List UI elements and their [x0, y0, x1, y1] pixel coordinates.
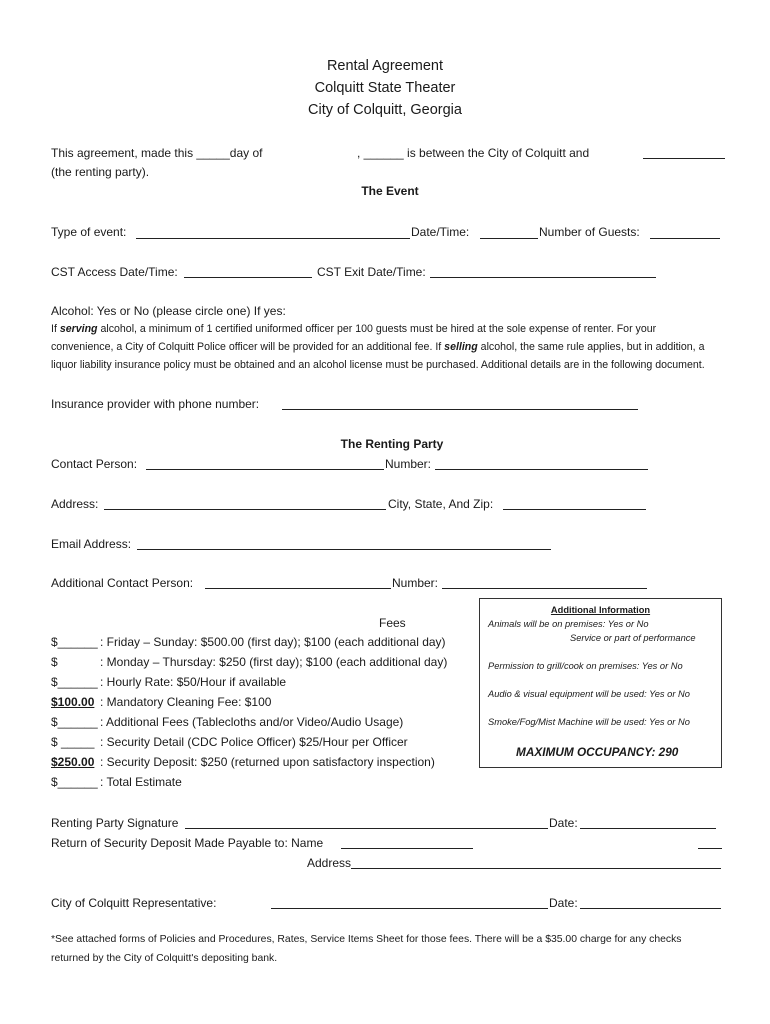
fee-description: : Hourly Rate: $50/Hour if available [100, 675, 287, 689]
renting-party-heading: The Renting Party [340, 437, 444, 451]
fee-description: : Monday – Thursday: $250 (first day); $100 (each additional day) [100, 655, 448, 669]
fee-amount[interactable]: $ [51, 655, 58, 669]
cst-exit-label: CST Exit Date/Time: [317, 265, 426, 279]
fee-description: : Friday – Sunday: $500.00 (first day); $100 (each additional day) [100, 635, 446, 649]
signature-date-label: Date: [549, 816, 578, 830]
number-of-guests-label: Number of Guests: [539, 225, 640, 239]
additional-contact-line[interactable] [205, 588, 391, 589]
signature-date-line[interactable] [580, 828, 716, 829]
city-state-zip-line[interactable] [503, 509, 646, 510]
number-label: Number: [385, 457, 432, 471]
city-state-zip-label: City, State, And Zip: [388, 497, 494, 511]
renting-party-name-line[interactable] [643, 158, 725, 159]
representative-date-line[interactable] [580, 908, 721, 909]
fees-heading: Fees [379, 616, 406, 630]
return-address-line[interactable] [351, 868, 721, 869]
return-address-label: Address [307, 856, 352, 870]
cst-access-label: CST Access Date/Time: [51, 265, 178, 279]
document-title: Rental Agreement [326, 58, 444, 74]
email-address-label: Email Address: [51, 537, 132, 551]
date-time-line[interactable] [480, 238, 538, 239]
return-name-line[interactable] [341, 848, 473, 849]
city-representative-label: City of Colquitt Representative: [51, 896, 217, 910]
footnote: *See attached forms of Policies and Procedures, Rates, Service Items Sheet for those fees. There will be a $35.00 charge for any checks returned by the City of Colquitt's depositing bank. [51, 934, 682, 964]
fee-amount[interactable]: $ _____ [51, 735, 95, 749]
cst-access-line[interactable] [184, 277, 312, 278]
type-of-event-line[interactable] [136, 238, 410, 239]
fee-description: : Security Deposit: $250 (returned upon satisfactory inspection) [100, 755, 435, 769]
max-occupancy-text: MAXIMUM OCCUPANCY: 290 [516, 745, 679, 759]
fee-amount[interactable]: $250.00 [51, 755, 95, 769]
intro-text-1: This agreement, made this _____day of [51, 146, 263, 160]
service-text: Service or part of performance [570, 633, 696, 643]
cst-exit-line[interactable] [430, 277, 656, 278]
representative-date-label: Date: [549, 896, 578, 910]
contact-person-line[interactable] [146, 469, 384, 470]
number-line[interactable] [435, 469, 648, 470]
event-heading: The Event [361, 184, 419, 198]
city-representative-line[interactable] [271, 908, 548, 909]
intro-text-2: , ______ is between the City of Colquitt and [357, 146, 590, 160]
fee-amount[interactable]: $______ [51, 715, 98, 729]
grill-text: Permission to grill/cook on premises: Yes or No [488, 661, 683, 671]
email-address-line[interactable] [137, 549, 551, 550]
fee-description: : Security Detail (CDC Police Officer) $25/Hour per Officer [100, 735, 408, 749]
additional-info-heading: Additional Information [550, 605, 651, 615]
venue-name: Colquitt State Theater [314, 80, 456, 96]
insurance-label: Insurance provider with phone number: [51, 397, 260, 411]
fee-amount[interactable]: $______ [51, 775, 98, 789]
additional-number-line[interactable] [442, 588, 647, 589]
fee-description: : Additional Fees (Tablecloths and/or Video/Audio Usage) [100, 715, 404, 729]
return-deposit-label: Return of Security Deposit Made Payable to: Name [51, 836, 324, 850]
date-time-label: Date/Time: [411, 225, 470, 239]
additional-number-label: Number: [392, 576, 439, 590]
smoke-machine-text: Smoke/Fog/Mist Machine will be used: Yes or No [488, 717, 690, 727]
alcohol-label: Alcohol: Yes or No (please circle one) If yes: [51, 304, 286, 318]
fee-amount[interactable]: $______ [51, 635, 98, 649]
insurance-line[interactable] [282, 409, 638, 410]
address-line[interactable] [104, 509, 386, 510]
type-of-event-label: Type of event: [51, 225, 127, 239]
intro-text-3: (the renting party). [51, 165, 150, 179]
fee-description: : Mandatory Cleaning Fee: $100 [100, 695, 272, 709]
fee-description: : Total Estimate [100, 775, 182, 789]
city-name: City of Colquitt, Georgia [308, 102, 462, 118]
additional-info-box [479, 598, 722, 768]
number-of-guests-line[interactable] [650, 238, 720, 239]
return-name-line-end[interactable] [698, 848, 722, 849]
additional-contact-label: Additional Contact Person: [51, 576, 194, 590]
renting-signature-line[interactable] [185, 828, 548, 829]
audio-visual-text: Audio & visual equipment will be used: Yes or No [488, 689, 690, 699]
contact-person-label: Contact Person: [51, 457, 138, 471]
fee-amount[interactable]: $______ [51, 675, 98, 689]
animals-text: Animals will be on premises: Yes or No [488, 619, 649, 629]
alcohol-paragraph: If serving alcohol, a minimum of 1 certified uniformed officer per 100 guests must be hired at the sole expense of renter. For your convenience, a City of Colquitt Police officer will be provided for an additional fee. If selling alcohol, the same rule applies, but in addition, a liquor liability insurance policy must be obtained and an alcohol license must be purchased. Additional details are in the following document. [51, 323, 705, 371]
address-label: Address: [51, 497, 99, 511]
renting-signature-label: Renting Party Signature [51, 816, 179, 830]
fee-amount[interactable]: $100.00 [51, 695, 95, 709]
